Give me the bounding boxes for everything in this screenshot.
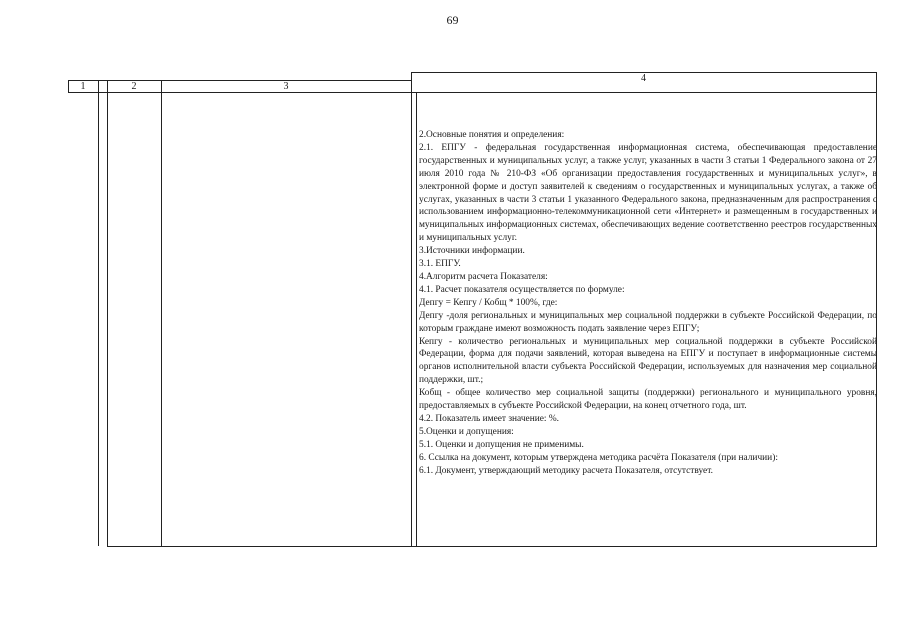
column-divider-3b <box>416 92 417 546</box>
column-header-2: 2 <box>131 81 137 92</box>
content-paragraph: Кобщ - общее количество мер социальной защиты (поддержки) регионального и муниципального уровня, предоставляемых в субъекте Российской Федерации, на конец отчетного года, шт. <box>419 388 877 412</box>
content-paragraph: 6.1. Документ, утверждающий методику расчета Показателя, отсутствует. <box>419 465 713 476</box>
content-paragraph: 5.Оценки и допущения: <box>419 426 514 437</box>
content-paragraph: Депгу -доля региональных и муниципальных мер социальной поддержки в субъекте Российской Федерации, по которым граждане имеют возможность подать заявление через ЕПГУ; <box>419 310 877 334</box>
content-paragraph: 2.Основные понятия и определения: <box>419 130 565 140</box>
column-divider-1 <box>98 80 99 546</box>
content-paragraph: 4.1. Расчет показателя осуществляется по формуле: <box>419 284 625 295</box>
content-paragraph: Кепгу - количество региональных и муниципальных мер социальной поддержки в субъекте Российской Федерации, форма для подачи заявлений, которая выведена на ЕПГУ и поступает в информационные системы органов исполнительной власти субъекта Российской Федерации, используемых для назначения мер социальной поддержки, шт.; <box>419 336 877 386</box>
column-divider-1b <box>107 80 108 547</box>
table-header-bottom-border <box>68 92 877 93</box>
content-paragraph: Депгу = Кепгу / Кобщ * 100%, где: <box>419 297 558 308</box>
content-paragraph: 3.1. ЕПГУ. <box>419 259 461 270</box>
column-divider-3 <box>411 72 412 546</box>
table-bottom-border <box>107 546 877 547</box>
column-header-1: 1 <box>80 81 86 92</box>
page-number: 69 <box>446 13 459 27</box>
content-paragraph: 4.2. Показатель имеет значение: %. <box>419 413 560 424</box>
content-paragraph: 4.Алгоритм расчета Показателя: <box>419 271 548 282</box>
content-paragraph: 2.1. ЕПГУ - федеральная государственная информационная система, обеспечивающая предоставление государственных и муниципальных услуг, а также услуг, указанных в части 3 статьи 1 Федерального закона от 27 июля 2010 года № 210-ФЗ «Об организации предоставления государственных и муниципальных услуг», в электронной форме и доступ заявителей к сведениям о государственных и муниципальных услугах, а также об услугах, указанных в части 3 статьи 1 указанного Федерального закона, предназначенным для распространения с использованием информационно-телекоммуникационной сети «Интернет» и размещенным в государственных и муниципальных информационных системах, обеспечивающих ведение соответственно реестров государственных и муниципальных услуг. <box>419 142 877 244</box>
content-paragraph: 5.1. Оценки и допущения не применимы. <box>419 439 584 450</box>
column-header-4: 4 <box>641 73 646 84</box>
column-header-3: 3 <box>283 81 289 92</box>
content-paragraph: 3.Источники информации. <box>419 246 525 257</box>
column-divider-2 <box>161 80 162 546</box>
content-paragraph: 6. Ссылка на документ, которым утверждена методика расчёта Показателя (при наличии): <box>419 452 778 463</box>
column-4-content <box>419 129 877 477</box>
